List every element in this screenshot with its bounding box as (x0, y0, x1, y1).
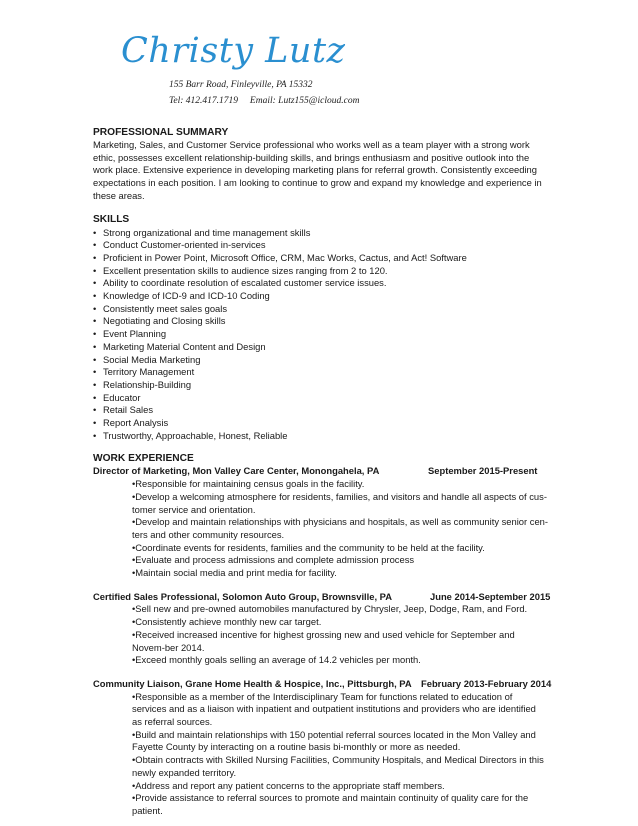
duties-list (93, 603, 548, 667)
job-dates: June 2014-September 2015 (430, 590, 551, 602)
duty-item: •Maintain social media and print media for facility. (132, 567, 337, 579)
bullet-icon: • (93, 302, 97, 314)
skill-item: • Social Media Marketing (93, 353, 201, 365)
bullet-icon: • (93, 366, 97, 378)
resume-name: Christy Lutz (121, 31, 346, 71)
bullet-icon: • (93, 404, 97, 416)
bullet-icon: • (93, 239, 97, 251)
duty-item: •Exceed monthly goals selling an average of 14.2 vehicles per month. (132, 654, 421, 666)
duty-item: •Responsible for maintaining census goals in the facility. (132, 478, 365, 490)
bullet-icon: • (93, 353, 97, 365)
skill-item: • Conduct Customer-oriented in-services (93, 239, 266, 251)
job-entry (93, 465, 548, 579)
skill-item: • Excellent presentation skills to audience sizes ranging from 2 to 120. (93, 264, 388, 276)
bullet-icon: • (93, 251, 97, 263)
bullet-icon: • (93, 277, 97, 289)
work-heading: WORK EXPERIENCE (93, 453, 194, 465)
skills-list (93, 227, 548, 443)
bullet-icon: • (93, 226, 97, 238)
skill-item: • Report Analysis (93, 417, 169, 429)
summary-text: Marketing, Sales, and Customer Service professional who works well as a team player with a strong work ethic, possesses excellent relationship-building skills, and brings enthusiasm and positive outlook into the work place. Extensive experience in developing marketing plans for referral growth. Consistently exceeding expectations in each position. I am looking to continue to grow and expand my knowledge and experience in these areas. (93, 139, 542, 201)
bullet-icon: • (93, 315, 97, 327)
contact-phone-email: Tel: 412.417.1719 Email: Lutz155@icloud.com (169, 96, 360, 106)
skill-item: • Trustworthy, Approachable, Honest, Reliable (93, 429, 288, 441)
bullet-icon: • (93, 328, 97, 340)
duty-item: •Coordinate events for residents, families and the community to be held at the facility. (132, 541, 485, 553)
duty-item: •Responsible as a member of the Interdisciplinary Team for functions related to education of services and as a liaison with inpatient and outpatient institutions and providers who are identified as referral sources. (132, 690, 536, 728)
duty-item: •Obtain contracts with Skilled Nursing Facilities, Community Hospitals, and Medical Directors in this newly expanded territory. (132, 754, 544, 778)
skill-item: • Knowledge of ICD-9 and ICD-10 Coding (93, 290, 270, 302)
bullet-icon: • (93, 264, 97, 276)
duty-item: •Develop and maintain relationships with physicians and hospitals, as well as community senior cen-ters and other community resources. (132, 516, 548, 540)
duty-item: •Address and report any patient concerns to the appropriate staff members. (132, 779, 445, 791)
job-entry (93, 590, 551, 667)
duties-list (93, 691, 548, 818)
job-title: Certified Sales Professional, Solomon Auto Group, Brownsville, PA (93, 590, 393, 602)
duty-item: •Provide assistance to referral sources to promote and maintain continuity of quality care for the patient. (132, 792, 529, 816)
job-dates: February 2013-February 2014 (421, 677, 552, 689)
bullet-icon: • (93, 290, 97, 302)
bullet-icon: • (93, 391, 97, 403)
skill-item: • Strong organizational and time management skills (93, 226, 311, 238)
job-title: Community Liaison, Grane Home Health & Hospice, Inc., Pittsburgh, PA (93, 677, 412, 689)
duty-item: •Consistently achieve monthly new car target. (132, 616, 322, 628)
skill-item: • Proficient in Power Point, Microsoft Office, CRM, Mac Works, Cactus, and Act! Software (93, 251, 467, 263)
duty-item: •Received increased incentive for highest grossing new and used vehicle for September and Novem-ber 2014. (132, 628, 515, 653)
skill-item: • Marketing Material Content and Design (93, 340, 266, 352)
skill-item: • Retail Sales (93, 404, 154, 416)
skill-item: • Relationship-Building (93, 378, 192, 390)
skill-item: • Negotiating and Closing skills (93, 315, 226, 327)
duty-item: •Sell new and pre-owned automobiles manufactured by Chrysler, Jeep, Dodge, Ram, and Ford. (132, 603, 528, 615)
resume-body (93, 126, 552, 818)
job-header (93, 590, 551, 604)
skills-heading: SKILLS (93, 213, 130, 225)
bullet-icon: • (93, 340, 97, 352)
duties-list (93, 478, 548, 580)
contact-address: 155 Barr Road, Finleyville, PA 15332 (169, 80, 313, 90)
skill-item: • Ability to coordinate resolution of escalated customer service issues. (93, 277, 387, 289)
skill-item: • Territory Management (93, 366, 195, 378)
bullet-icon: • (93, 417, 97, 429)
skill-item: • Educator (93, 391, 141, 403)
skill-item: • Consistently meet sales goals (93, 302, 228, 314)
duty-item: •Build and maintain relationships with 150 potential referral sources located in the Mon Valley and Fayette County by interacting on a routine basis bi-monthly or more as needed. (132, 728, 536, 753)
duty-item: •Develop a welcoming atmosphere for residents, families, and visitors and handle all aspects of cus-tomer service and orientation. (132, 490, 547, 515)
duty-item: •Evaluate and process admissions and complete admission process (132, 554, 415, 566)
bullet-icon: • (93, 378, 97, 390)
job-dates: September 2015-Present (428, 465, 538, 477)
bullet-icon: • (93, 429, 97, 441)
job-title: Director of Marketing, Mon Valley Care Center, Monongahela, PA (93, 465, 380, 477)
skill-item: • Event Planning (93, 328, 167, 340)
job-entry (93, 677, 552, 818)
job-header (93, 465, 548, 478)
job-header (93, 677, 552, 691)
summary-heading: PROFESSIONAL SUMMARY (93, 127, 229, 138)
